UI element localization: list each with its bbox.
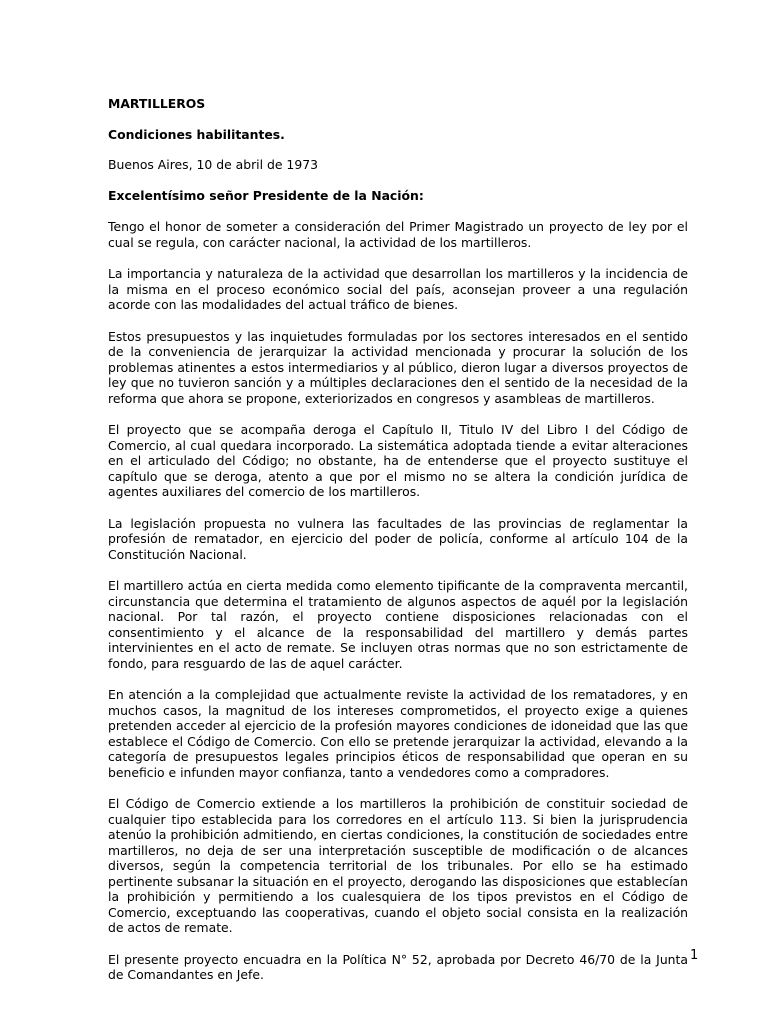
document-title: MARTILLEROS xyxy=(108,96,206,111)
document-subtitle: Condiciones habilitantes. xyxy=(108,126,285,142)
paragraph-3: Estos presupuestos y las inquietudes formuladas por los sectores interesados en el sentido de la conveniencia de jerarquizar la actividad mencionada y procurar la solución de los problemas atinentes a estos intermediarios y al público, dieron lugar a diversos proyectos de ley que no tuvieron sanción y a múltiples declaraciones den el sentido de la necesidad de la reforma que ahora se propone, exteriorizados en congresos y asambleas de martilleros. xyxy=(108,328,688,406)
paragraph-5: La legislación propuesta no vulnera las facultades de las provincias de reglamentar la profesión de rematador, en ejercicio del poder de policía, conforme al artículo 104 de la Constitución Nacional. xyxy=(108,515,688,562)
document-page xyxy=(108,96,688,999)
salutation: Excelentísimo señor Presidente de la Nación: xyxy=(108,187,424,203)
date-line: Buenos Aires, 10 de abril de 1973 xyxy=(108,157,318,172)
paragraph-1: Tengo el honor de someter a consideración del Primer Magistrado un proyecto de ley por el cual se regula, con carácter nacional, la actividad de los martilleros. xyxy=(108,219,688,250)
paragraph-2: La importancia y naturaleza de la actividad que desarrollan los martilleros y la incidencia de la misma en el proceso económico social del país, aconsejan proveer a una regulación acorde con las modalidades del actual tráfico de bienes. xyxy=(108,266,688,312)
paragraph-8: El Código de Comercio extiende a los martilleros la prohibición de constituir sociedad de cualquier tipo establecida para los corredores en el artículo 113. Si bien la jurisprudencia atenúo la prohibición admitiendo, en ciertas condiciones, la constitución de sociedades entre martilleros, no deja de ser una interpretación susceptible de modificación o de alcances diversos, según la competencia territorial de los tribunales. Por ello se ha estimado pertinente subsanar la situación en el proyecto, derogando las disposiciones que establecían la prohibición y permitiendo a los cualesquiera de los tipos previstos en el Código de Comercio, exceptuando las cooperativas, cuando el objeto social consista en la realización de actos de remate. xyxy=(108,796,688,935)
page-number: 1 xyxy=(690,948,699,963)
paragraph-7: En atención a la complejidad que actualmente reviste la actividad de los rematadores, y en muchos casos, la magnitud de los intereses comprometidos, el proyecto exige a quienes pretenden acceder al ejercicio de la profesión mayores condiciones de idoneidad que las que establece el Código de Comercio. Con ello se pretende jerarquizar la actividad, elevando a la categoría de presupuestos legales principios éticos de responsabilidad que operan en su beneficio e infunden mayor confianza, tanto a vendedores como a compradores. xyxy=(108,687,688,780)
paragraph-6: El martillero actúa en cierta medida como elemento tipificante de la compraventa mercantil, circunstancia que determina el tratamiento de algunos aspectos de aquél por la legislación nacional. Por tal razón, el proyecto contiene disposiciones relacionadas con el consentimiento y el alcance de la responsabilidad del martillero y demás partes intervinientes en el acto de remate. Se incluyen otras normas que no son estrictamente de fondo, para resguardo de las de aquel carácter. xyxy=(108,578,688,671)
paragraph-9: El presente proyecto encuadra en la Política N° 52, aprobada por Decreto 46/70 de la Junta de Comandantes en Jefe. xyxy=(108,951,688,982)
paragraph-4: El proyecto que se acompaña deroga el Capítulo II, Titulo IV del Libro I del Código de Comercio, al cual quedara incorporado. La sistemática adoptada tiende a evitar alteraciones en el articulado del Código; no obstante, ha de entenderse que el proyecto sustituye el capítulo que se deroga, atento a que por el mismo no se altera la condición jurídica de agentes auxiliares del comercio de los martilleros. xyxy=(108,422,688,499)
